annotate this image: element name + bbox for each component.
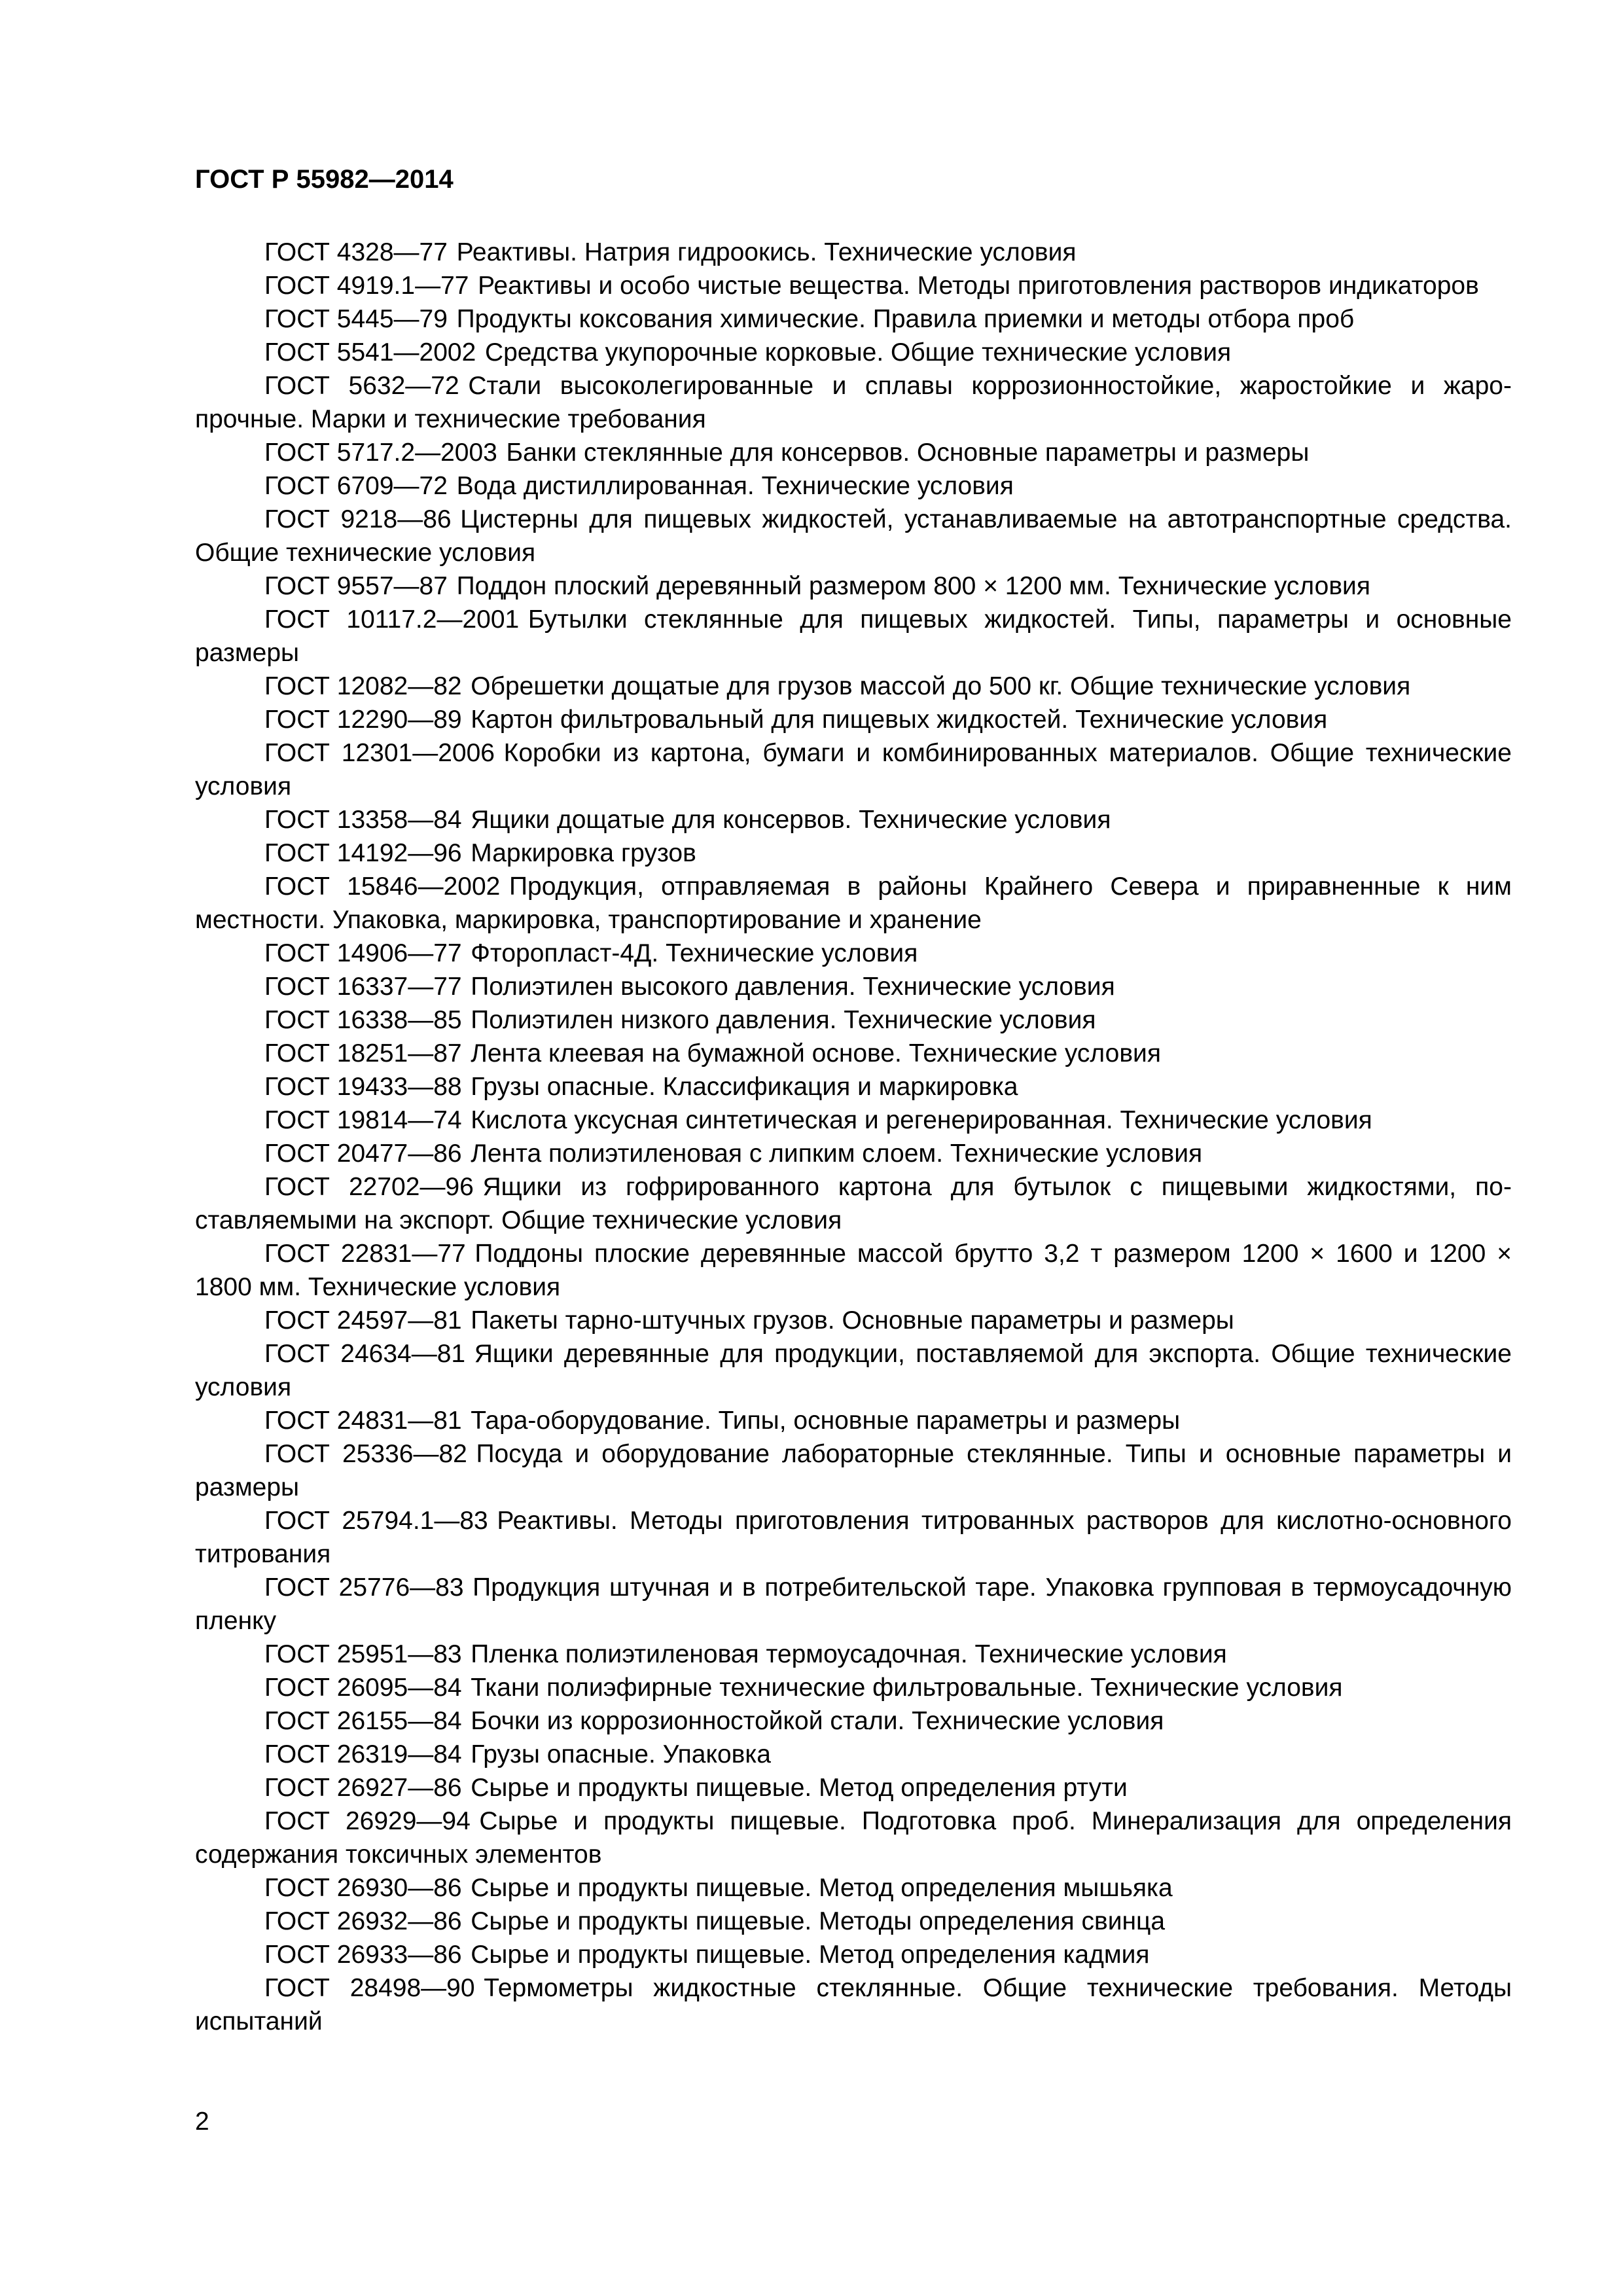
reference-title: Сырье и продукты пищевые. Подготовка проб. Минерализация для определения содержания токсичных элементов [195, 1807, 1512, 1869]
reference-item [195, 736, 1512, 803]
references-list [195, 236, 1512, 2038]
reference-title: Маркировка грузов [471, 839, 696, 867]
reference-code: ГОСТ 22831—77 [264, 1240, 466, 1268]
reference-code: ГОСТ 9557—87 [264, 572, 448, 600]
reference-code: ГОСТ 5541—2002 [264, 338, 476, 367]
reference-code: ГОСТ 26155—84 [264, 1707, 462, 1735]
reference-item [195, 603, 1512, 670]
reference-title: Лента клеевая на бумажной основе. Технические условия [471, 1039, 1161, 1067]
page-number: 2 [195, 2108, 209, 2136]
reference-title: Пленка полиэтиленовая термоусадочная. Технические условия [471, 1640, 1227, 1668]
reference-code: ГОСТ 12290—89 [264, 706, 462, 734]
reference-title: Термометры жидкостные стеклянные. Общие технические требования. Методы испытаний [195, 1974, 1512, 2036]
reference-item [195, 1871, 1512, 1905]
reference-item [195, 1771, 1512, 1804]
reference-code: ГОСТ 26927—86 [264, 1774, 462, 1802]
reference-title: Фторопласт-4Д. Технические условия [471, 939, 918, 967]
reference-item [195, 803, 1512, 836]
reference-title: Реактивы. Натрия гидроокись. Технические условия [456, 238, 1077, 266]
reference-item [195, 870, 1512, 937]
reference-code: ГОСТ 26319—84 [264, 1740, 462, 1768]
reference-title: Вода дистиллированная. Технические условия [456, 472, 1014, 500]
reference-item [195, 1638, 1512, 1671]
reference-item [195, 1137, 1512, 1170]
reference-code: ГОСТ 22702—96 [264, 1173, 474, 1201]
reference-title: Тара-оборудование. Типы, основные параметры и размеры [471, 1407, 1181, 1435]
reference-item [195, 1938, 1512, 1971]
reference-item [195, 703, 1512, 736]
reference-title: Бутылки стеклянные для пищевых жидкостей. Типы, параметры и основные размеры [195, 605, 1512, 667]
reference-title: Цистерны для пищевых жидкостей, устанавливаемые на автотранспортные средства. Общие технические условия [195, 505, 1512, 567]
reference-item [195, 436, 1512, 469]
reference-title: Лента полиэтиленовая с липким слоем. Технические условия [471, 1139, 1203, 1168]
reference-title: Посуда и оборудование лабораторные стеклянные. Типы и основные параметры и размеры [195, 1440, 1512, 1501]
reference-item [195, 836, 1512, 870]
reference-item [195, 1738, 1512, 1771]
reference-code: ГОСТ 24597—81 [264, 1306, 462, 1335]
reference-title: Полиэтилен высокого давления. Технические условия [471, 973, 1115, 1001]
reference-title: Полиэтилен низкого давления. Технические условия [471, 1006, 1096, 1034]
reference-item [195, 269, 1512, 302]
reference-item [195, 503, 1512, 569]
reference-title: Банки стеклянные для консервов. Основные параметры и размеры [506, 439, 1310, 467]
reference-item [195, 1971, 1512, 2038]
reference-item [195, 569, 1512, 603]
reference-code: ГОСТ 5717.2—2003 [264, 439, 497, 467]
reference-title: Кислота уксусная синтетическая и регенерированная. Технические условия [471, 1106, 1372, 1134]
reference-code: ГОСТ 4919.1—77 [264, 272, 469, 300]
reference-item [195, 1404, 1512, 1437]
reference-title: Поддон плоский деревянный размером 800 × 1200 мм. Технические условия [456, 572, 1370, 600]
reference-item [195, 336, 1512, 369]
reference-code: ГОСТ 16337—77 [264, 973, 462, 1001]
reference-code: ГОСТ 26929—94 [264, 1807, 471, 1835]
reference-title: Продукция штучная и в потребительской таре. Упаковка групповая в термоусадочную пленку [195, 1573, 1512, 1635]
reference-title: Сырье и продукты пищевые. Методы определения свинца [471, 1907, 1166, 1935]
reference-code: ГОСТ 15846—2002 [264, 872, 501, 901]
reference-title: Ткани полиэфирные технические фильтровальные. Технические условия [471, 1674, 1343, 1702]
reference-title: Грузы опасные. Классификация и маркировка [471, 1073, 1018, 1101]
reference-item [195, 937, 1512, 970]
reference-code: ГОСТ 26930—86 [264, 1874, 462, 1902]
reference-item [195, 1304, 1512, 1337]
reference-code: ГОСТ 13358—84 [264, 806, 462, 834]
reference-code: ГОСТ 25794.1—83 [264, 1507, 488, 1535]
reference-code: ГОСТ 28498—90 [264, 1974, 475, 2002]
reference-item [195, 1237, 1512, 1304]
reference-code: ГОСТ 5632—72 [264, 372, 459, 400]
reference-title: Коробки из картона, бумаги и комбинированных материалов. Общие технические условия [195, 739, 1512, 800]
reference-title: Стали высоколегированные и сплавы коррозионностойкие, жаростойкие и жаропрочные. Марки и технические требования [195, 372, 1512, 433]
reference-code: ГОСТ 25336—82 [264, 1440, 467, 1468]
reference-title: Поддоны плоские деревянные массой брутто 3,2 т размером 1200 × 1600 и 1200 × 1800 мм. Технические условия [195, 1240, 1512, 1301]
reference-title: Ящики дощатые для консервов. Технические условия [471, 806, 1111, 834]
reference-code: ГОСТ 6709—72 [264, 472, 448, 500]
reference-item [195, 1905, 1512, 1938]
reference-code: ГОСТ 14906—77 [264, 939, 462, 967]
reference-code: ГОСТ 9218—86 [264, 505, 452, 533]
reference-item [195, 1671, 1512, 1704]
reference-title: Картон фильтровальный для пищевых жидкостей. Технические условия [471, 706, 1328, 734]
reference-title: Обрешетки дощатые для грузов массой до 500 кг. Общие технические условия [471, 672, 1411, 700]
reference-title: Сырье и продукты пищевые. Метод определения ртути [471, 1774, 1128, 1802]
reference-title: Бочки из коррозионностойкой стали. Технические условия [471, 1707, 1164, 1735]
reference-title: Сырье и продукты пищевые. Метод определения кадмия [471, 1941, 1150, 1969]
reference-code: ГОСТ 10117.2—2001 [264, 605, 520, 634]
reference-title: Сырье и продукты пищевые. Метод определения мышьяка [471, 1874, 1173, 1902]
reference-item [195, 970, 1512, 1003]
reference-item [195, 1571, 1512, 1638]
document-header: ГОСТ Р 55982—2014 [195, 165, 454, 194]
reference-code: ГОСТ 25951—83 [264, 1640, 462, 1668]
reference-code: ГОСТ 20477—86 [264, 1139, 462, 1168]
reference-item [195, 1037, 1512, 1070]
reference-code: ГОСТ 19814—74 [264, 1106, 462, 1134]
reference-item [195, 1504, 1512, 1571]
reference-code: ГОСТ 26095—84 [264, 1674, 462, 1702]
reference-code: ГОСТ 5445—79 [264, 305, 448, 333]
reference-code: ГОСТ 12082—82 [264, 672, 462, 700]
reference-code: ГОСТ 12301—2006 [264, 739, 495, 767]
reference-title: Ящики деревянные для продукции, поставляемой для экспорта. Общие технические условия [195, 1340, 1512, 1401]
reference-code: ГОСТ 24831—81 [264, 1407, 462, 1435]
reference-code: ГОСТ 24634—81 [264, 1340, 466, 1368]
reference-item [195, 1070, 1512, 1103]
reference-code: ГОСТ 19433—88 [264, 1073, 462, 1101]
reference-item [195, 1003, 1512, 1037]
reference-item [195, 236, 1512, 269]
reference-code: ГОСТ 26933—86 [264, 1941, 462, 1969]
reference-item [195, 1337, 1512, 1404]
reference-item [195, 1804, 1512, 1871]
reference-title: Продукты коксования химические. Правила приемки и методы отбора проб [456, 305, 1355, 333]
reference-item [195, 1103, 1512, 1137]
reference-title: Грузы опасные. Упаковка [471, 1740, 771, 1768]
reference-code: ГОСТ 14192—96 [264, 839, 462, 867]
reference-code: ГОСТ 18251—87 [264, 1039, 462, 1067]
reference-item [195, 369, 1512, 436]
reference-title: Продукция, отправляемая в районы Крайнего Севера и приравненные к ним местности. Упаковка, маркировка, транспортирование и хранение [195, 872, 1512, 934]
reference-item [195, 670, 1512, 703]
reference-item [195, 302, 1512, 336]
reference-code: ГОСТ 26932—86 [264, 1907, 462, 1935]
reference-item [195, 1170, 1512, 1237]
reference-code: ГОСТ 16338—85 [264, 1006, 462, 1034]
reference-title: Реактивы. Методы приготовления титрованных растворов для кислотно-основного титрования [195, 1507, 1512, 1568]
reference-code: ГОСТ 4328—77 [264, 238, 448, 266]
reference-code: ГОСТ 25776—83 [264, 1573, 464, 1602]
reference-title: Ящики из гофрированного картона для бутылок с пищевыми жидкостями, поставляемыми на экспорт. Общие технические условия [195, 1173, 1512, 1234]
reference-item [195, 1704, 1512, 1738]
reference-title: Средства укупорочные корковые. Общие технические условия [484, 338, 1232, 367]
reference-title: Реактивы и особо чистые вещества. Методы приготовления растворов индикаторов [478, 272, 1479, 300]
reference-item [195, 469, 1512, 503]
reference-item [195, 1437, 1512, 1504]
reference-title: Пакеты тарно-штучных грузов. Основные параметры и размеры [471, 1306, 1234, 1335]
